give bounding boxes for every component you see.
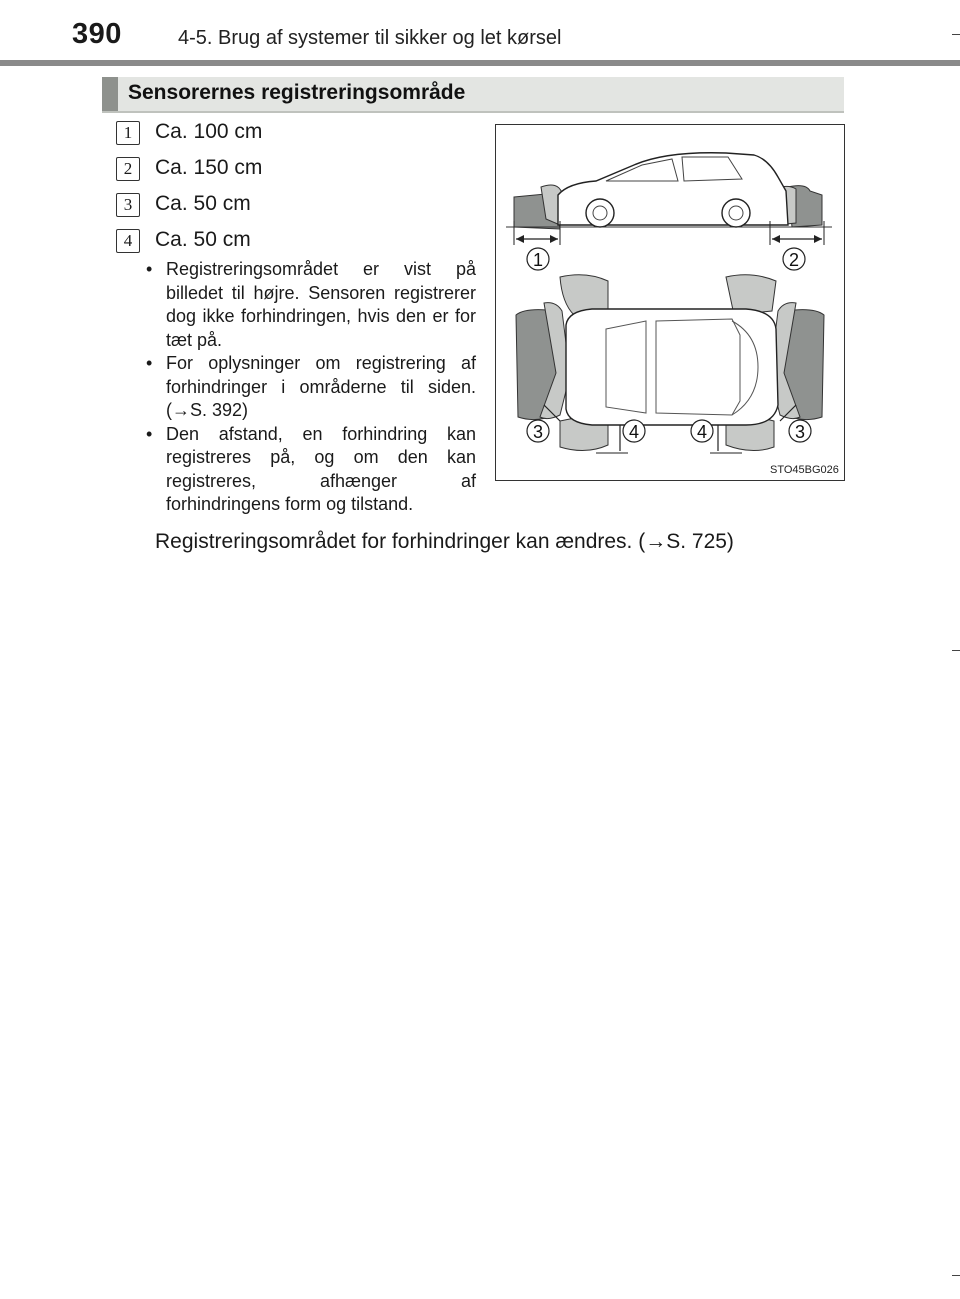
- callout-3-right: [789, 420, 811, 442]
- range-text: Ca. 50 cm: [155, 192, 251, 215]
- bullet-marker: •: [146, 353, 153, 373]
- bullet-list: [146, 258, 476, 517]
- top-view: [516, 275, 824, 453]
- header-rule: [0, 60, 960, 66]
- svg-text:3: 3: [794, 422, 806, 442]
- crop-mark: [952, 1275, 960, 1276]
- bullet-item: [146, 352, 476, 423]
- callout-4-left: [623, 420, 645, 442]
- callout-2: [783, 248, 805, 270]
- section-underline: [102, 111, 844, 113]
- svg-text:4: 4: [628, 422, 640, 442]
- number-badge: 4: [116, 229, 140, 253]
- section-title: Sensorernes registreringsområde: [128, 81, 466, 104]
- number-badge: 3: [116, 193, 140, 217]
- page-number: 390: [72, 18, 122, 50]
- callout-3-left: [527, 420, 549, 442]
- crop-mark: [952, 650, 960, 651]
- svg-text:2: 2: [788, 250, 800, 270]
- bullet-text: Registreringsområdet er vist på billedet til højre. Sensoren registrerer dog ikke forhindringen, hvis den er for tæt på.: [166, 259, 476, 350]
- bullet-item: [146, 258, 476, 352]
- bullet-text: Den afstand, en forhindring kan registreres på, og om den kan registreres, afhænger af forhindringens form og tilstand.: [166, 423, 476, 514]
- figure-code: STO45BG026: [770, 464, 839, 476]
- bullet-text: For oplysninger om registrering af forhindringer i områderne til siden. (→S. 392): [166, 353, 476, 420]
- section-accent: [102, 77, 118, 111]
- bullet-item: [146, 423, 476, 517]
- callout-4-right: [691, 420, 713, 442]
- svg-text:4: 4: [696, 422, 708, 442]
- svg-text:3: 3: [532, 422, 544, 442]
- number-badge: 2: [116, 157, 140, 181]
- bullet-marker: •: [146, 259, 153, 279]
- number-badge: 1: [116, 121, 140, 145]
- running-head: 4-5. Brug af systemer til sikker og let kørsel: [178, 27, 562, 49]
- range-text: Ca. 100 cm: [155, 120, 263, 143]
- bullet-marker: •: [146, 423, 153, 444]
- range-text: Ca. 50 cm: [155, 228, 251, 251]
- sensor-range-figure: [495, 124, 845, 481]
- side-view: [506, 153, 832, 245]
- note-text: Registreringsområdet for forhindringer kan ændres. (→S. 725): [155, 530, 734, 553]
- crop-mark: [952, 34, 960, 35]
- sensor-diagram: [496, 125, 844, 480]
- callout-1: [527, 248, 549, 270]
- section-heading: [102, 77, 844, 111]
- range-text: Ca. 150 cm: [155, 156, 263, 179]
- svg-text:1: 1: [532, 250, 544, 270]
